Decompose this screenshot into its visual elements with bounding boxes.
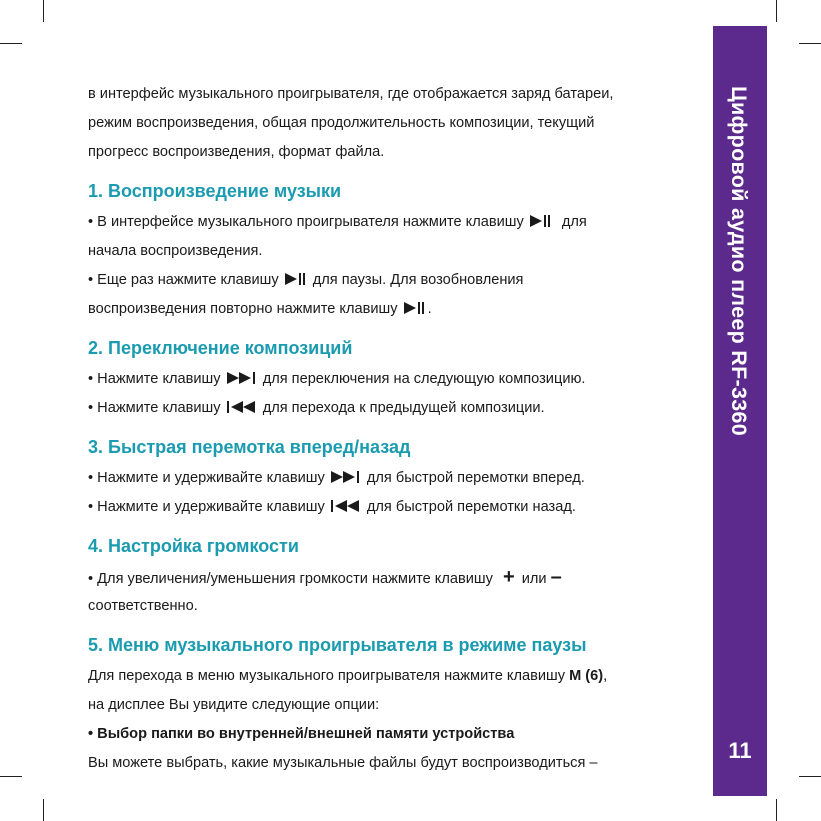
next-track-icon <box>331 471 361 483</box>
text: для быстрой перемотки вперед. <box>366 470 585 486</box>
text-line <box>88 464 688 493</box>
page-number: 11 <box>728 738 752 763</box>
text-line <box>88 493 688 522</box>
option-title: • Выбор папки во внутренней/внешней памяти устройства <box>88 726 515 742</box>
plus-key-icon: + <box>502 566 515 588</box>
side-tab-title-text: Цифровой аудио плеер RF-3360 <box>727 86 751 437</box>
text: • Нажмите и удерживайте клавишу <box>88 499 325 515</box>
text: или <box>521 571 547 587</box>
section-heading-fast-seek: 3. Быстрая перемотка вперед/назад <box>88 437 411 457</box>
text: , <box>603 668 608 684</box>
text: . <box>427 301 432 317</box>
text-line <box>88 563 688 592</box>
crop-mark <box>799 43 821 44</box>
intro-line: прогресс воспроизведения, формат файла. <box>88 144 385 160</box>
previous-track-icon <box>331 500 361 512</box>
text: • Еще раз нажмите клавишу <box>88 272 279 288</box>
text: • В интерфейсе музыкального проигрывателя нажмите клавишу <box>88 214 524 230</box>
text: для перехода к предыдущей композиции. <box>262 400 545 416</box>
text-line: на дисплее Вы увидите следующие опции: <box>88 697 380 713</box>
text-line <box>88 662 688 691</box>
text: для паузы. Для возобновления <box>312 272 524 288</box>
text-line <box>88 266 688 295</box>
text: для переключения на следующую композицию. <box>262 371 586 387</box>
text: Для перехода в меню музыкального проигрывателя нажмите клавишу <box>88 668 566 684</box>
text: • Нажмите клавишу <box>88 400 221 416</box>
text: воспроизведения повторно нажмите клавишу <box>88 301 398 317</box>
section-heading-playback: 1. Воспроизведение музыки <box>88 181 342 201</box>
crop-mark <box>799 776 821 777</box>
text: • Для увеличения/уменьшения громкости нажмите клавишу <box>88 571 493 587</box>
text-line: соответственно. <box>88 598 198 614</box>
intro-line: режим воспроизведения, общая продолжительность композиции, текущий <box>88 115 595 131</box>
crop-mark <box>43 0 44 22</box>
minus-key-icon: – <box>550 566 562 588</box>
text-line: начала воспроизведения. <box>88 243 263 259</box>
page-content <box>88 80 688 778</box>
text: для <box>561 214 587 230</box>
section-heading-volume: 4. Настройка громкости <box>88 536 299 556</box>
text-line <box>88 208 688 237</box>
play-pause-icon <box>530 215 552 227</box>
crop-mark <box>776 799 777 821</box>
crop-mark <box>43 799 44 821</box>
section-heading-track-switch: 2. Переключение композиций <box>88 338 353 358</box>
crop-mark <box>0 43 22 44</box>
section-heading-pause-menu: 5. Меню музыкального проигрывателя в режиме паузы <box>88 635 587 655</box>
crop-mark <box>0 776 22 777</box>
previous-track-icon <box>227 401 257 413</box>
intro-line: в интерфейс музыкального проигрывателя, где отображается заряд батареи, <box>88 86 614 102</box>
text-line <box>88 365 688 394</box>
text-line: Вы можете выбрать, какие музыкальные файлы будут воспроизводиться – <box>88 755 598 771</box>
play-pause-icon <box>404 302 426 314</box>
text-line <box>88 295 688 324</box>
text: • Нажмите клавишу <box>88 371 221 387</box>
next-track-icon <box>227 372 257 384</box>
text: для быстрой перемотки назад. <box>366 499 576 515</box>
text-line <box>88 394 688 423</box>
play-pause-icon <box>285 273 307 285</box>
crop-mark <box>776 0 777 22</box>
text: • Нажмите и удерживайте клавишу <box>88 470 325 486</box>
menu-key-label: M (6) <box>569 668 604 684</box>
